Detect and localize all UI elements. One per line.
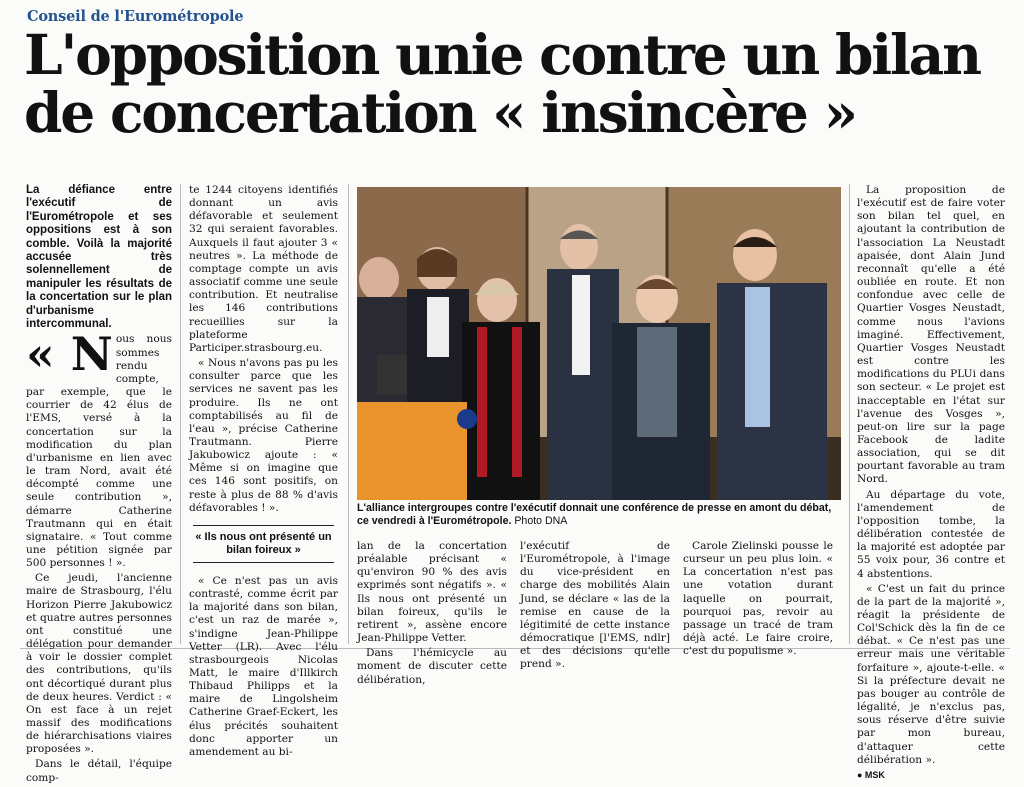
caption-text: L'alliance intergroupes contre l'exécutif donnait une conférence de presse en amont du débat, ce vendredi à l'Eurométropole. <box>357 502 832 527</box>
press-conference-photo-illustration <box>357 187 841 500</box>
column-rule <box>348 184 349 644</box>
press-conference-photo <box>357 187 841 500</box>
body-paragraph: Dans le détail, l'équipe comp- <box>26 758 172 784</box>
headline: L'opposition unie contre un bilan de concertation « insincère » <box>24 22 980 145</box>
body-paragraph: Carole Zielinski pousse le curseur un peu plus loin. « La concertation n'est pas une votation durant laquelle on pourrait, pourquoi pas, revoir au passage un tracé de tram déjà acté. Le faire croire, c'est du populisme ». <box>683 540 833 658</box>
body-paragraph: Au départage du vote, l'amendement de l'opposition tombe, la délibération contestée de la majorité est adoptée par 55 voix pour, 36 contre et 4 abstentions. <box>857 488 1005 580</box>
article-column-1 <box>26 184 172 787</box>
body-paragraph: « Ce n'est pas un avis contrasté, comme écrit par la majorité dans son bilan, c'est un raz de marée », s'indigne Jean-Philippe Vetter (LR). Avec l'élu strasbourgeois Nicolas Matt, le maire d'Illkirch Thibaud Philipps et la maire de Lingolsheim Catherine Graef-Eckert, les élus précités souhaitent donc apporter un amendement au bi- <box>189 574 338 758</box>
body-paragraph: Dans l'hémicycle au moment de discuter cette délibération, <box>357 647 507 686</box>
photo-credit: Photo DNA <box>514 514 568 527</box>
article-column-2 <box>189 184 338 761</box>
body-paragraph: « Nous n'avons pas pu les consulter parce que les services ne savent pas les produire. Ils ne ont comptabilisés au fil de l'eau », précise Catherine Trautmann. Pierre Jakubowicz ajoute : « Même si on imagine que ces 146 sont positifs, on reste à plus de 88 % d'avis défavorables ! ». <box>189 357 338 514</box>
article-column-5 <box>683 540 833 660</box>
body-paragraph: lan de la concertation préalable précisant « qu'environ 90 % des avis exprimés sont négatifs ». « Ils nous ont présenté un bilan foireux, qu'ils le retirent », assène encore Jean-Philippe Vetter. <box>357 540 507 645</box>
body-paragraph: « C'est un fait du prince de la part de la majorité », réagit la présidente de Col'Schick dès la fin de ce débat. « Ce n'est pas une erreur mais une véritable forfaiture », ajoute-t-elle. « Si la préfecture devait ne pas bouger au contrôle de légalité, je n'exclus pas, sous réserve d'être suivie par mon bureau, d'attaquer cette délibération ». <box>857 582 1005 766</box>
body-paragraph: te 1244 citoyens identifiés donnant un avis défavorable et seulement 32 qui seraient favorables. Auxquels il faut ajouter 3 « neutres ». La méthode de comptage compte un avis associatif comme une seule contribution. Et neutralise les 146 contributions recueillies sur la plateforme Participer.strasbourg.eu. <box>189 184 338 354</box>
column-rule <box>180 184 181 644</box>
body-paragraph: l'exécutif de l'Eurométropole, à l'image du vice-président en charge des mobilités Alain Jund, se déclare « las de la remise en cause de la légitimité de cette instance démocratique [l'EMS, ndlr] et des décisions qu'elle prend ». <box>520 540 670 671</box>
photo-caption <box>357 502 841 527</box>
column-rule <box>849 184 850 644</box>
pull-quote: « Ils nous ont présenté un bilan foireux » <box>193 525 334 563</box>
author-signature: ● MSK <box>857 769 885 780</box>
body-paragraph: La proposition de l'exécutif est de faire voter son bilan tel quel, en ajoutant la contribution de l'association La Neustadt apaisée, dont Alain Jund reconnaît qu'elle a été oubliée en route. Et non confondue avec celle de Quartier Vosges Neustadt, comme nous l'avions imaginé. Effectivement, Quartier Vosges Neustadt est contre les modifications du PLUi dans son secteur. « Le projet est inacceptable en l'état sur l'avenue des Vosges », peut-on lire sur la page Facebook de ladite association, qui se dit pourtant favorable au tram Nord. <box>857 184 1005 486</box>
article-column-6 <box>857 184 1005 784</box>
section-label: Conseil de l'Eurométropole <box>27 8 244 25</box>
drop-cap: « N <box>26 327 113 382</box>
body-paragraph: Ce jeudi, l'ancienne maire de Strasbourg, l'élu Horizon Pierre Jakubowicz et quatre autres personnes ont constitué une délégation pour demander à voir le dossier complet des contributions, qu'ils ont décortiqué durant plus de deux heures. Verdict : « On est face à un rejet massif des modifications de hiérarchisations viaires proposées ». <box>26 572 172 756</box>
lead-paragraph: La défiance entre l'exécutif de l'Eurométropole et ses oppositions est à son comble. Voilà la majorité accusée très solennellement de manipuler les résultats de la concertation sur le plan d'urbanisme intercommunal. <box>26 184 172 331</box>
article-column-3 <box>357 540 507 689</box>
body-paragraph: « N ous nous sommes rendu compte, par exemple, que le courrier de 42 élus de l'EMS, versé à la concertation sur la modification du plan d'urbanisme en lien avec le tram Nord, avait été décompté comme une seule contribution », démarre Catherine Trautmann qui en était signataire. « Tout comme une pétition signée par 500 personnes ! ». <box>26 327 172 570</box>
